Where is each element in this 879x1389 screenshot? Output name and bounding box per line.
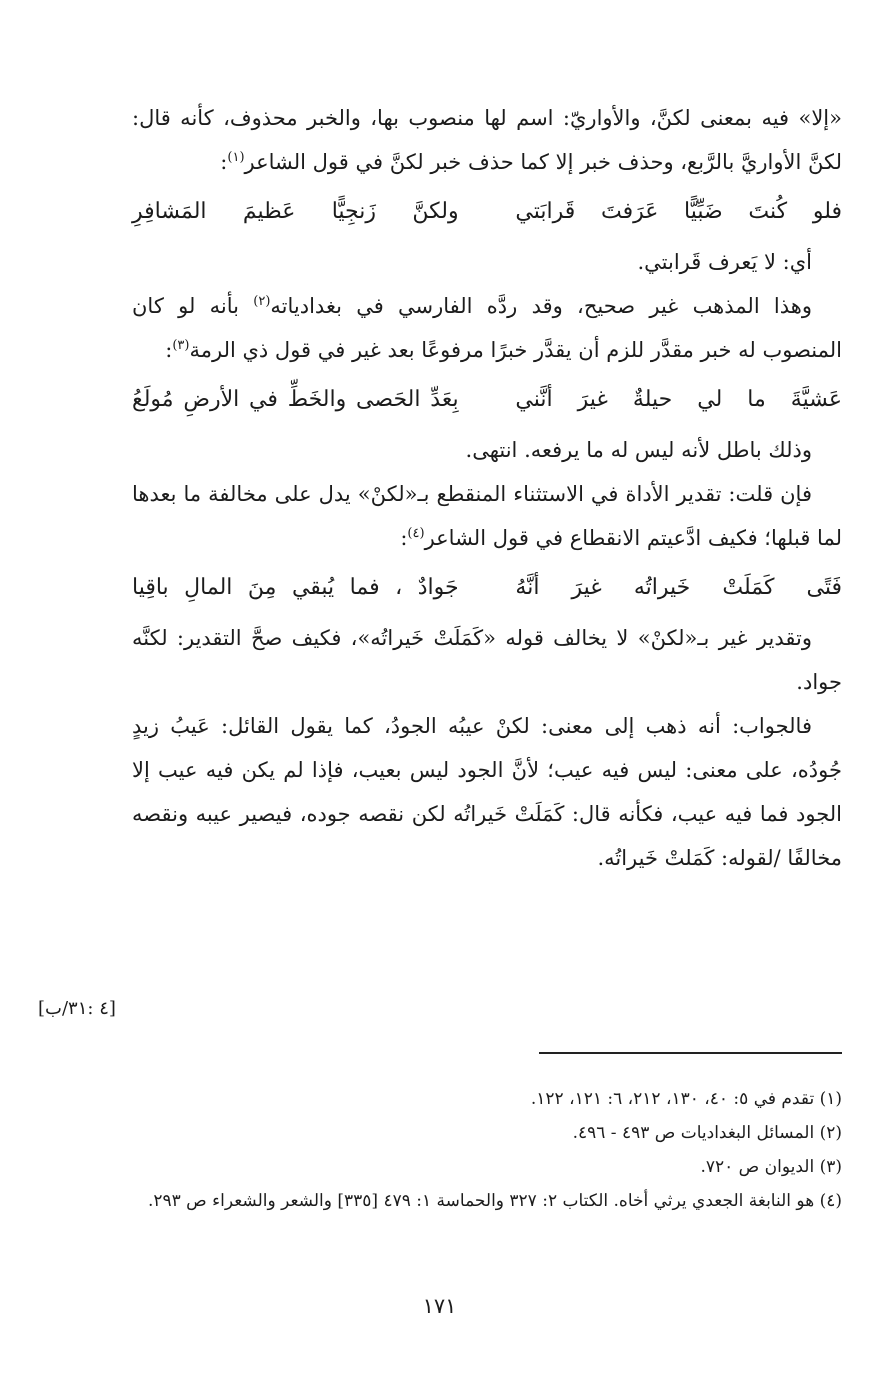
footnote-ref-1[interactable]: (١)	[227, 150, 245, 165]
paragraph-5-end: :	[400, 526, 408, 550]
verse-1	[132, 186, 842, 238]
verse-2-second-hemistich: بِعَدِّ الحَصى والخَطِّ في الأرضِ مُولَعُ	[132, 387, 459, 412]
footnote-ref-4[interactable]: (٤)	[407, 526, 425, 541]
paragraph-1	[132, 96, 842, 184]
paragraph-1-end: :	[220, 150, 228, 174]
verse-1-first-hemistich: فلو كُنتَ ضَبِّيًّا عَرَفتَ قَرابَتي	[515, 199, 842, 224]
verse-3-first-hemistich: فَتًى كَمَلَتْ خَيراتُه غيرَ أنَّهُ	[515, 575, 842, 600]
verse-1-second-hemistich: ولكنَّ زَنجِيًّا عَظيمَ المَشافِرِ	[132, 199, 459, 224]
paragraph-6: وتقدير غير بـ«لكنْ» لا يخالف قوله «كَمَلَتْ خَيراتُه»، فكيف صحَّ التقدير: لكنَّه جواد.	[132, 626, 842, 694]
paragraph-3	[132, 284, 842, 372]
footnote-ref-3[interactable]: (٣)	[172, 338, 190, 353]
verse-3	[132, 562, 842, 614]
footnotes	[132, 1082, 842, 1218]
paragraph-2: أي: لا يَعرف قَرابتي.	[637, 250, 812, 274]
main-text	[132, 96, 842, 880]
paragraph-4: وذلك باطل لأنه ليس له ما يرفعه. انتهى.	[465, 438, 812, 462]
paragraph-5	[132, 472, 842, 560]
paragraph-7: فالجواب: أنه ذهب إلى معنى: لكنْ عيبُه الجودُ، كما يقول القائل: عَيبُ زيدٍ جُودُه، على معنى: ليس فيه عيب؛ لأنَّ الجود ليس بعيب، فإذا لم يكن فيه عيب إلا الجود فما فيه عيب، فكأنه قال: كَمَلَتْ خَيراتُه لكن نقصه جوده، فيصير عيبه ونقصه مخالفًا /لقوله: كَمَلتْ خَيراتُه.	[132, 714, 842, 870]
manuscript-folio-reference: [٤ :٣١/ب]	[38, 998, 116, 1019]
footnote-2: (٢) المسائل البغداديات ص ٤٩٣ - ٤٩٦.	[572, 1123, 842, 1143]
footnote-4: (٤) هو النابغة الجعدي يرثي أخاه. الكتاب ٢: ٣٢٧ والحماسة ١: ٤٧٩ [٣٣٥] والشعر والشعراء ص ٢٩٣.	[147, 1191, 842, 1211]
footnote-separator	[539, 1052, 842, 1054]
verse-2	[132, 374, 842, 426]
verse-2-first-hemistich: عَشيَّةَ ما لي حيلةٌ غيرَ أنَّني	[515, 387, 842, 412]
page-number: ١٧١	[422, 1294, 457, 1318]
footnote-ref-2[interactable]: (٢)	[253, 294, 271, 309]
footnote-1: (١) تقدم في ٥: ٤٠، ١٣٠، ٢١٢، ٦: ١٢١، ١٢٢.	[530, 1089, 842, 1109]
paragraph-1-text: «إلا» فيه بمعنى لكنَّ، والأواريّ: اسم لها منصوب بها، والخبر محذوف، كأنه قال: لكنَّ الأواريَّ بالرَّبع، وحذف خبر إلا كما حذف خبر لكنَّ في قول الشاعر	[132, 106, 842, 174]
paragraph-3-continuation: بأنه لو كان المنصوب له خبر مقدَّر للزم أن يقدَّر خبرًا مرفوعًا بعد غير في قول ذي الرمة	[132, 294, 842, 362]
verse-3-second-hemistich: جَوادٌ ، فما يُبقي مِنَ المالِ باقِيا	[132, 575, 459, 600]
paragraph-3-text: وهذا المذهب غير صحيح، وقد ردَّه الفارسي في بغدادياته	[270, 294, 813, 318]
footnote-3: (٣) الديوان ص ٧٢٠.	[700, 1157, 842, 1177]
paragraph-5-text: فإن قلت: تقدير الأداة في الاستثناء المنقطع بـ«لكنْ» يدل على مخالفة ما بعدها لما قبلها؛ فكيف ادَّعيتم الانقطاع في قول الشاعر	[132, 482, 842, 550]
paragraph-3-end: :	[165, 338, 173, 362]
